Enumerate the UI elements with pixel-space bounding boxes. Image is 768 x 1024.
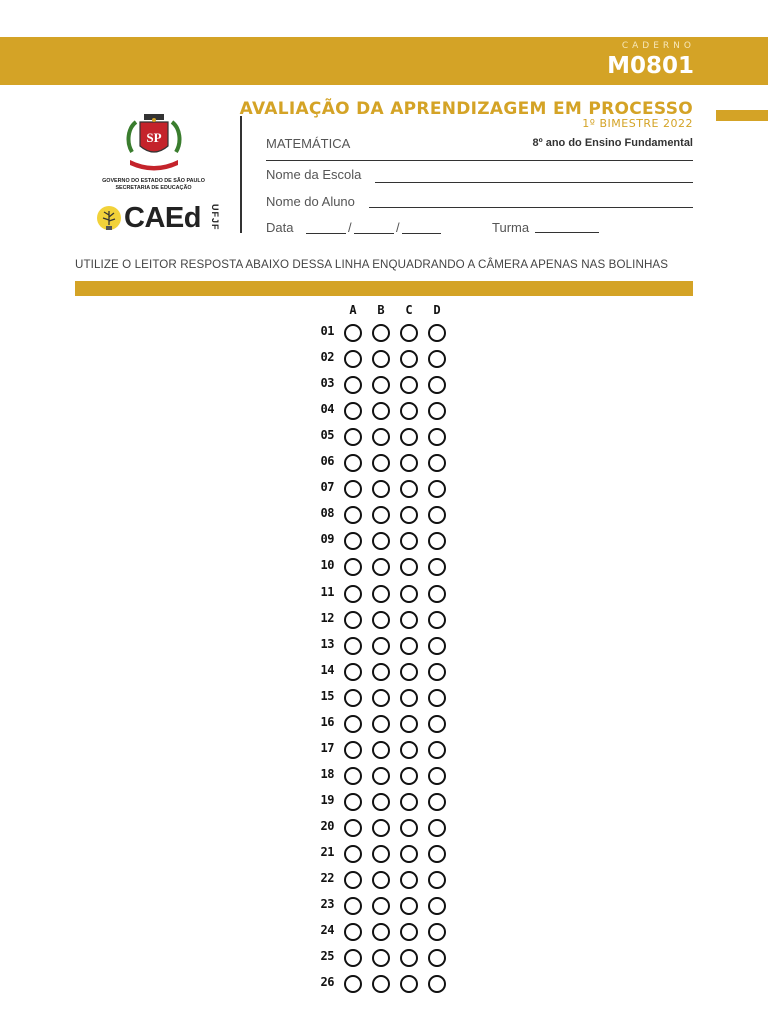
question-number: 20	[320, 818, 334, 833]
header-divider	[240, 116, 242, 233]
answer-bubble-c[interactable]	[400, 480, 418, 498]
answer-bubble-a[interactable]	[344, 949, 362, 967]
caed-wordmark: CAEd	[124, 202, 201, 234]
answer-row	[310, 867, 460, 893]
option-header-d: D	[433, 303, 441, 317]
answer-bubble-c[interactable]	[400, 611, 418, 629]
answer-row	[310, 607, 460, 633]
answer-bubble-a[interactable]	[344, 871, 362, 889]
question-number: 10	[320, 558, 334, 573]
answer-bubble-d[interactable]	[428, 402, 446, 420]
answer-bubble-c[interactable]	[400, 845, 418, 863]
caderno-label: CADERNO	[621, 41, 695, 51]
question-number: 18	[320, 766, 334, 781]
question-number: 02	[320, 350, 334, 365]
answer-bubble-a[interactable]	[344, 741, 362, 759]
answer-bubble-b[interactable]	[372, 558, 390, 576]
answer-bubble-c[interactable]	[400, 350, 418, 368]
answer-bubble-a[interactable]	[344, 532, 362, 550]
answer-bubble-a[interactable]	[344, 376, 362, 394]
emblem-text: SP	[146, 130, 162, 145]
answer-bubble-d[interactable]	[428, 428, 446, 446]
answer-bubble-d[interactable]	[428, 350, 446, 368]
answer-bubble-c[interactable]	[400, 975, 418, 993]
answer-row	[310, 398, 460, 424]
answer-row	[310, 971, 460, 997]
answer-bubble-d[interactable]	[428, 819, 446, 837]
answer-row	[310, 346, 460, 372]
question-number: 25	[320, 949, 334, 964]
answer-bubble-a[interactable]	[344, 506, 362, 524]
answer-bubble-b[interactable]	[372, 480, 390, 498]
answer-bubble-b[interactable]	[372, 350, 390, 368]
date-label: Data	[266, 220, 294, 235]
answer-bubble-d[interactable]	[428, 767, 446, 785]
answer-bubble-d[interactable]	[428, 558, 446, 576]
date-day-line[interactable]	[306, 233, 346, 234]
answer-bubble-b[interactable]	[372, 975, 390, 993]
answer-bubble-d[interactable]	[428, 585, 446, 603]
date-separator-2: /	[396, 220, 400, 235]
answer-bubble-c[interactable]	[400, 402, 418, 420]
answer-bubble-d[interactable]	[428, 611, 446, 629]
answer-bubble-c[interactable]	[400, 506, 418, 524]
answer-bubble-b[interactable]	[372, 402, 390, 420]
question-number: 13	[320, 636, 334, 651]
answer-bubble-d[interactable]	[428, 949, 446, 967]
answer-bubble-b[interactable]	[372, 897, 390, 915]
answer-bubble-b[interactable]	[372, 767, 390, 785]
answer-bubble-c[interactable]	[400, 923, 418, 941]
government-name: GOVERNO DO ESTADO DE SÃO PAULO	[102, 178, 205, 184]
answer-bubble-a[interactable]	[344, 324, 362, 342]
answer-bubble-a[interactable]	[344, 350, 362, 368]
answer-bubble-a[interactable]	[344, 975, 362, 993]
answer-row	[310, 554, 460, 580]
answer-bubble-a[interactable]	[344, 558, 362, 576]
answer-bubble-d[interactable]	[428, 689, 446, 707]
answer-bubble-b[interactable]	[372, 506, 390, 524]
class-field-line[interactable]	[535, 232, 599, 233]
answer-row	[310, 711, 460, 737]
question-number: 23	[320, 897, 334, 912]
class-label: Turma	[492, 220, 530, 235]
answer-bubble-c[interactable]	[400, 871, 418, 889]
side-tab	[716, 110, 768, 121]
answer-bubble-b[interactable]	[372, 663, 390, 681]
answer-bubble-d[interactable]	[428, 741, 446, 759]
answer-row	[310, 945, 460, 971]
answer-bubble-c[interactable]	[400, 897, 418, 915]
answer-bubble-c[interactable]	[400, 689, 418, 707]
answer-bubble-c[interactable]	[400, 376, 418, 394]
question-number: 16	[320, 714, 334, 729]
assessment-title: AVALIAÇÃO DA APRENDIZAGEM EM PROCESSO	[239, 99, 693, 119]
answer-bubble-a[interactable]	[344, 428, 362, 446]
answer-bubble-c[interactable]	[400, 663, 418, 681]
answer-bubble-a[interactable]	[344, 767, 362, 785]
answer-bubble-a[interactable]	[344, 689, 362, 707]
answer-bubble-d[interactable]	[428, 715, 446, 733]
answer-row	[310, 476, 460, 502]
answer-bubble-c[interactable]	[400, 558, 418, 576]
answer-bubble-d[interactable]	[428, 793, 446, 811]
answer-bubble-a[interactable]	[344, 819, 362, 837]
answer-bubble-b[interactable]	[372, 715, 390, 733]
answer-row	[310, 789, 460, 815]
answer-bubble-b[interactable]	[372, 454, 390, 472]
answer-bubble-d[interactable]	[428, 454, 446, 472]
question-number: 01	[320, 324, 334, 338]
question-number: 09	[320, 532, 334, 547]
answer-row	[310, 633, 460, 659]
answer-bubble-b[interactable]	[372, 324, 390, 342]
answer-bubble-b[interactable]	[372, 532, 390, 550]
answer-bubble-b[interactable]	[372, 793, 390, 811]
answer-bubble-d[interactable]	[428, 532, 446, 550]
answer-bubble-d[interactable]	[428, 480, 446, 498]
answer-bubble-c[interactable]	[400, 454, 418, 472]
answer-row	[310, 528, 460, 554]
answer-bubble-d[interactable]	[428, 663, 446, 681]
answer-row	[310, 424, 460, 450]
caderno-code: M0801	[607, 53, 694, 79]
answer-row	[310, 502, 460, 528]
question-number: 07	[320, 480, 334, 495]
answer-bubble-d[interactable]	[428, 975, 446, 993]
answer-row	[310, 685, 460, 711]
question-number: 21	[320, 845, 334, 859]
answer-row	[310, 320, 460, 346]
secretariat-name: SECRETARIA DE EDUCAÇÃO	[115, 184, 192, 191]
answer-bubble-a[interactable]	[344, 923, 362, 941]
bimestre-label: 1º BIMESTRE 2022	[582, 117, 693, 130]
answer-bubble-a[interactable]	[344, 480, 362, 498]
answer-bubble-b[interactable]	[372, 637, 390, 655]
answer-row	[310, 893, 460, 919]
scan-guide-bar	[75, 281, 693, 296]
subject-underline	[266, 160, 693, 161]
answer-row	[310, 659, 460, 685]
answer-bubble-a[interactable]	[344, 845, 362, 863]
logo-area	[96, 110, 226, 240]
question-number: 26	[320, 975, 334, 990]
date-separator-1: /	[348, 220, 352, 235]
answer-row	[310, 919, 460, 945]
question-number: 06	[320, 454, 334, 469]
answer-bubble-b[interactable]	[372, 871, 390, 889]
student-label: Nome do Aluno	[266, 194, 355, 209]
caed-bulb-icon	[96, 205, 122, 233]
answer-bubble-a[interactable]	[344, 637, 362, 655]
answer-bubble-b[interactable]	[372, 819, 390, 837]
answer-bubble-d[interactable]	[428, 637, 446, 655]
answer-bubble-d[interactable]	[428, 506, 446, 524]
answer-bubble-c[interactable]	[400, 715, 418, 733]
scanner-instruction: UTILIZE O LEITOR RESPOSTA ABAIXO DESSA LINHA ENQUADRANDO A CÂMERA APENAS NAS BOLINHAS	[75, 258, 669, 271]
answer-row	[310, 581, 460, 607]
question-number: 15	[320, 688, 334, 703]
question-number: 03	[320, 376, 334, 391]
answer-bubble-a[interactable]	[344, 585, 362, 603]
sp-state-emblem-icon	[124, 112, 184, 178]
question-number: 11	[320, 584, 334, 599]
answer-bubble-d[interactable]	[428, 871, 446, 889]
question-number: 22	[320, 871, 334, 886]
answer-bubble-b[interactable]	[372, 376, 390, 394]
answer-row	[310, 737, 460, 763]
answer-bubble-c[interactable]	[400, 793, 418, 811]
answer-row	[310, 841, 460, 867]
question-number: 17	[320, 740, 334, 755]
school-label: Nome da Escola	[266, 167, 362, 182]
answer-bubble-a[interactable]	[344, 663, 362, 681]
answer-bubble-a[interactable]	[344, 897, 362, 915]
answer-bubble-a[interactable]	[344, 402, 362, 420]
answer-bubble-c[interactable]	[400, 767, 418, 785]
answer-bubble-d[interactable]	[428, 845, 446, 863]
student-field-line[interactable]	[369, 207, 693, 208]
government-caption	[96, 178, 211, 191]
question-number: 08	[320, 506, 334, 521]
answer-bubble-c[interactable]	[400, 741, 418, 759]
answer-bubble-a[interactable]	[344, 454, 362, 472]
answer-bubble-d[interactable]	[428, 324, 446, 342]
question-number: 24	[320, 923, 334, 938]
answer-bubble-c[interactable]	[400, 428, 418, 446]
question-number: 19	[320, 792, 334, 807]
answer-bubble-c[interactable]	[400, 819, 418, 837]
answer-bubble-a[interactable]	[344, 793, 362, 811]
ufjf-wordmark: UFJF	[210, 204, 220, 231]
answer-bubble-b[interactable]	[372, 428, 390, 446]
answer-bubble-b[interactable]	[372, 923, 390, 941]
answer-bubble-b[interactable]	[372, 949, 390, 967]
date-month-line[interactable]	[354, 233, 394, 234]
answer-bubble-b[interactable]	[372, 845, 390, 863]
answer-bubble-c[interactable]	[400, 324, 418, 342]
answer-bubble-d[interactable]	[428, 376, 446, 394]
answer-bubble-c[interactable]	[400, 949, 418, 967]
answer-bubble-a[interactable]	[344, 715, 362, 733]
answer-bubble-d[interactable]	[428, 923, 446, 941]
school-field-line[interactable]	[375, 182, 693, 183]
answer-bubble-b[interactable]	[372, 585, 390, 603]
answer-bubble-b[interactable]	[372, 741, 390, 759]
grade-label: 8º ano do Ensino Fundamental	[532, 137, 693, 149]
question-number: 12	[320, 610, 334, 625]
question-number: 05	[320, 428, 334, 443]
answer-bubble-c[interactable]	[400, 585, 418, 603]
answer-bubble-c[interactable]	[400, 532, 418, 550]
subject-label: MATEMÁTICA	[266, 136, 351, 151]
answer-bubble-b[interactable]	[372, 611, 390, 629]
option-header-b: B	[377, 303, 385, 317]
answer-bubble-d[interactable]	[428, 897, 446, 915]
date-year-line[interactable]	[402, 233, 441, 234]
answer-row	[310, 815, 460, 841]
answer-bubble-a[interactable]	[344, 611, 362, 629]
question-number: 14	[320, 662, 334, 677]
option-header-c: C	[405, 303, 413, 317]
answer-bubble-b[interactable]	[372, 689, 390, 707]
answer-row	[310, 372, 460, 398]
answer-row	[310, 763, 460, 789]
answer-row	[310, 450, 460, 476]
answer-bubble-c[interactable]	[400, 637, 418, 655]
question-number: 04	[320, 402, 334, 417]
option-header-a: A	[349, 303, 357, 317]
